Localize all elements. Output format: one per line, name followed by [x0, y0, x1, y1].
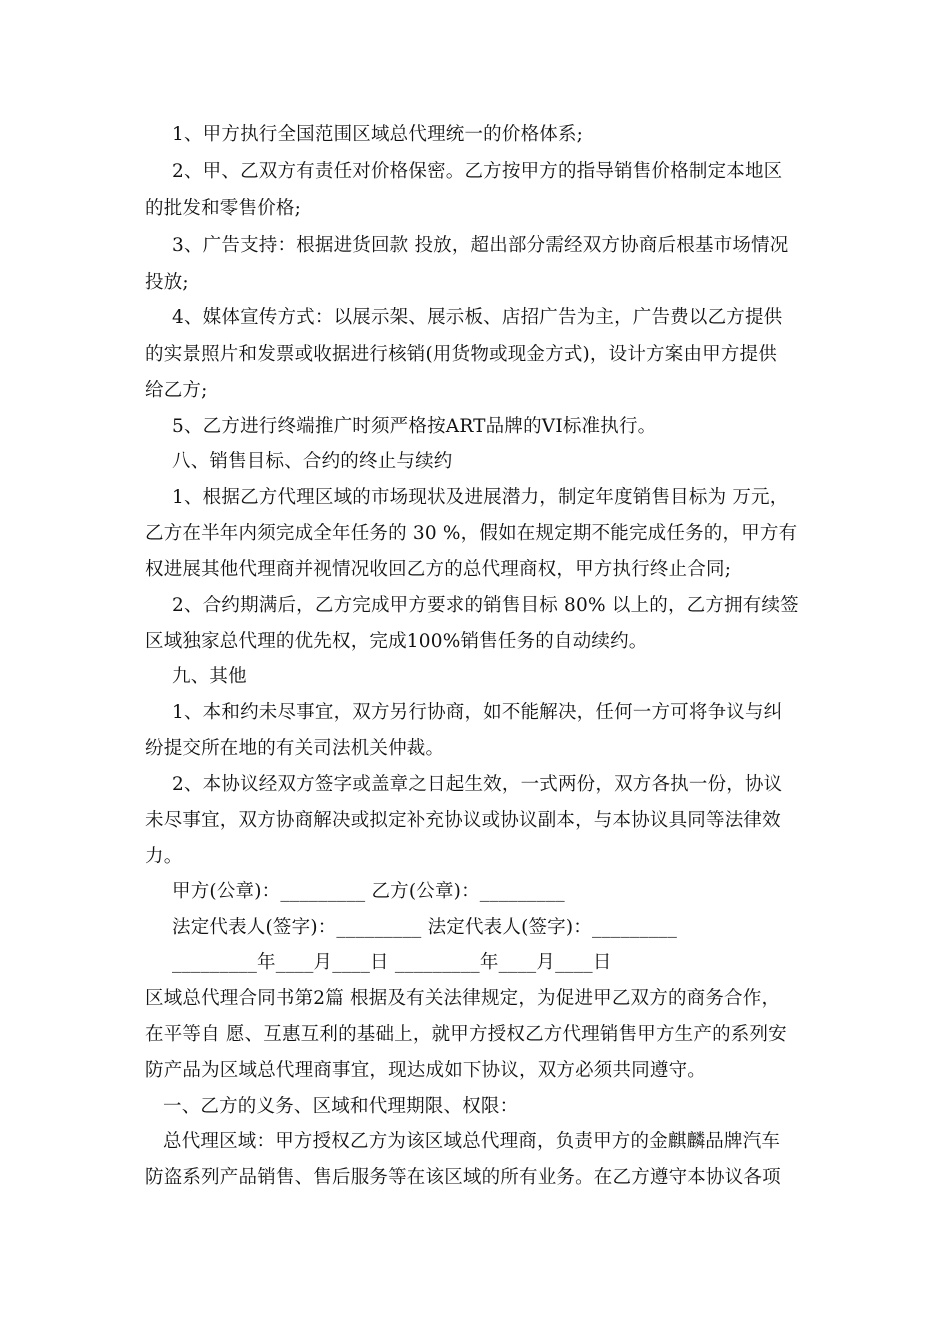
paragraph-line: 未尽事宜，双方协商解决或拟定补充协议或协议副本，与本协议具同等法律效 [145, 810, 781, 831]
paragraph-line: 1、本和约未尽事宜，双方另行协商，如不能解决，任何一方可将争议与纠 [172, 702, 783, 723]
paragraph-line: 投放; [145, 272, 189, 293]
signature-line-representative: 法定代表人(签字)：_________ 法定代表人(签字)：_________ [172, 917, 678, 938]
paragraph-line: 在平等自 愿、互惠互利的基础上，就甲方授权乙方代理销售甲方生产的系列安 [145, 1024, 787, 1045]
paragraph-line: 4、媒体宣传方式：以展示架、展示板、店招广告为主，广告费以乙方提供 [172, 307, 783, 328]
paragraph-line: 防产品为区域总代理商事宜，现达成如下协议，双方必须共同遵守。 [145, 1060, 707, 1081]
paragraph-line: 区域总代理合同书第2篇 根据及有关法律规定，为促进甲乙双方的商务合作， [145, 988, 781, 1009]
paragraph-line: 防盗系列产品销售、售后服务等在该区域的所有业务。在乙方遵守本协议各项 [145, 1167, 781, 1188]
paragraph-line: 乙方在半年内须完成全年任务的 30 %，假如在规定期不能完成任务的，甲方有 [145, 523, 798, 544]
paragraph-line: 的实景照片和发票或收据进行核销(用货物或现金方式)，设计方案由甲方提供 [145, 344, 777, 365]
paragraph-line: 的批发和零售价格; [145, 198, 302, 219]
paragraph-line: 5、乙方进行终端推广时须严格按ART品牌的VI标准执行。 [172, 416, 657, 437]
paragraph-line: 权进展其他代理商并视情况收回乙方的总代理商权，甲方执行终止合同; [145, 559, 732, 580]
paragraph-line: 给乙方; [145, 380, 208, 401]
signature-line-seal: 甲方(公章)：_________ 乙方(公章)：_________ [172, 881, 565, 902]
section-heading: 一、乙方的义务、区域和代理期限、权限： [163, 1096, 519, 1117]
paragraph-line: 2、本协议经双方签字或盖章之日起生效，一式两份，双方各执一份，协议 [172, 774, 783, 795]
paragraph-line: 1、根据乙方代理区域的市场现状及进展潜力，制定年度销售目标为 万元， [172, 487, 789, 508]
paragraph-line: 3、广告支持：根据进货回款 投放，超出部分需经双方协商后根基市场情况 [172, 235, 789, 256]
paragraph-line: 纷提交所在地的有关司法机关仲裁。 [145, 738, 445, 759]
paragraph-line: 1、甲方执行全国范围区域总代理统一的价格体系; [172, 124, 584, 145]
section-heading: 九、其他 [172, 666, 247, 687]
section-heading: 八、销售目标、合约的终止与续约 [172, 451, 453, 472]
paragraph-line: 力。 [145, 846, 183, 867]
signature-line-date: _________年____月____日 _________年____月____日 [172, 952, 612, 973]
paragraph-line: 区域独家总代理的优先权，完成100%销售任务的自动续约。 [145, 631, 648, 652]
paragraph-line: 2、合约期满后，乙方完成甲方要求的销售目标 80% 以上的，乙方拥有续签 [172, 595, 799, 616]
paragraph-line: 2、甲、乙双方有责任对价格保密。乙方按甲方的指导销售价格制定本地区 [172, 161, 783, 182]
paragraph-line: 总代理区域：甲方授权乙方为该区域总代理商，负责甲方的金麒麟品牌汽车 [163, 1131, 781, 1152]
